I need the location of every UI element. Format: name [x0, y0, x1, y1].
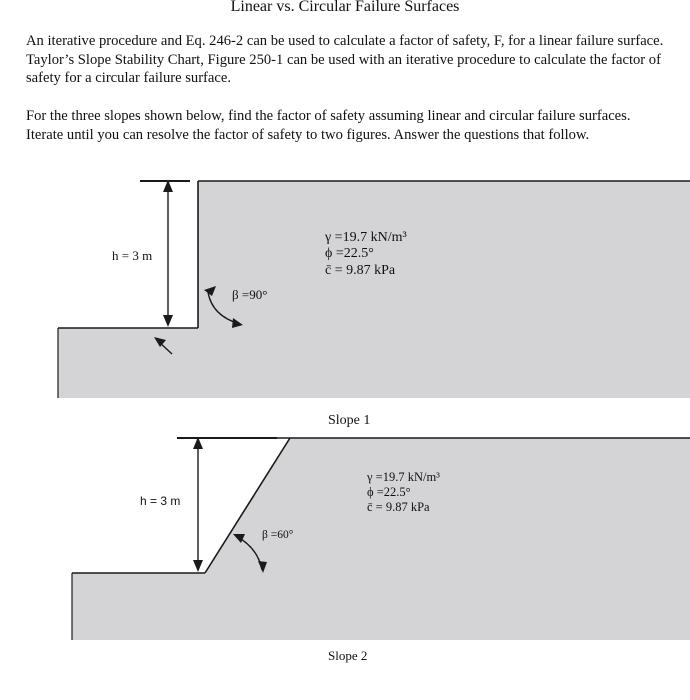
slope-2-unit-weight: γ =19.7 kN/m³ — [367, 470, 440, 484]
slope-1-cohesion: c̄ = 9.87 kPa — [325, 263, 396, 278]
slope-2-diagram — [0, 430, 690, 700]
slope-1-diagram — [0, 168, 690, 430]
slope-2-soil — [72, 438, 690, 640]
slope-2-caption: Slope 2 — [328, 648, 368, 663]
intro-paragraph: An iterative procedure and Eq. 246-2 can be used to calculate a factor of safety, F, for a linear failure surface. Taylor’s Slope Stability Chart, Figure 250-1 can be used with an iterative procedure to calculate the factor of safety for a circular failure surface. — [26, 33, 664, 86]
slope-2-beta-label: β =60° — [262, 529, 294, 541]
slope-1-height-label: h = 3 m — [112, 248, 153, 263]
slope-1-unit-weight: γ =19.7 kN/m³ — [325, 230, 407, 245]
slope-1-soil — [58, 181, 690, 398]
slope-1-caption: Slope 1 — [328, 413, 371, 428]
slope-2-height-label: h = 3 m — [140, 494, 181, 508]
slope-1-friction-angle: ϕ =22.5° — [325, 246, 374, 261]
slope-1-beta-label: β =90° — [232, 287, 268, 302]
page-title: Linear vs. Circular Failure Surfaces — [230, 0, 460, 15]
slope-2-cohesion: c̄ = 9.87 kPa — [367, 500, 430, 514]
slope-2-friction-angle: ϕ =22.5° — [367, 485, 411, 499]
task-paragraph: For the three slopes shown below, find the factor of safety assuming linear and circular failure surfaces. Iterate until you can resolve the factor of safety to two figures. Answer the questions that follow. — [26, 108, 631, 143]
